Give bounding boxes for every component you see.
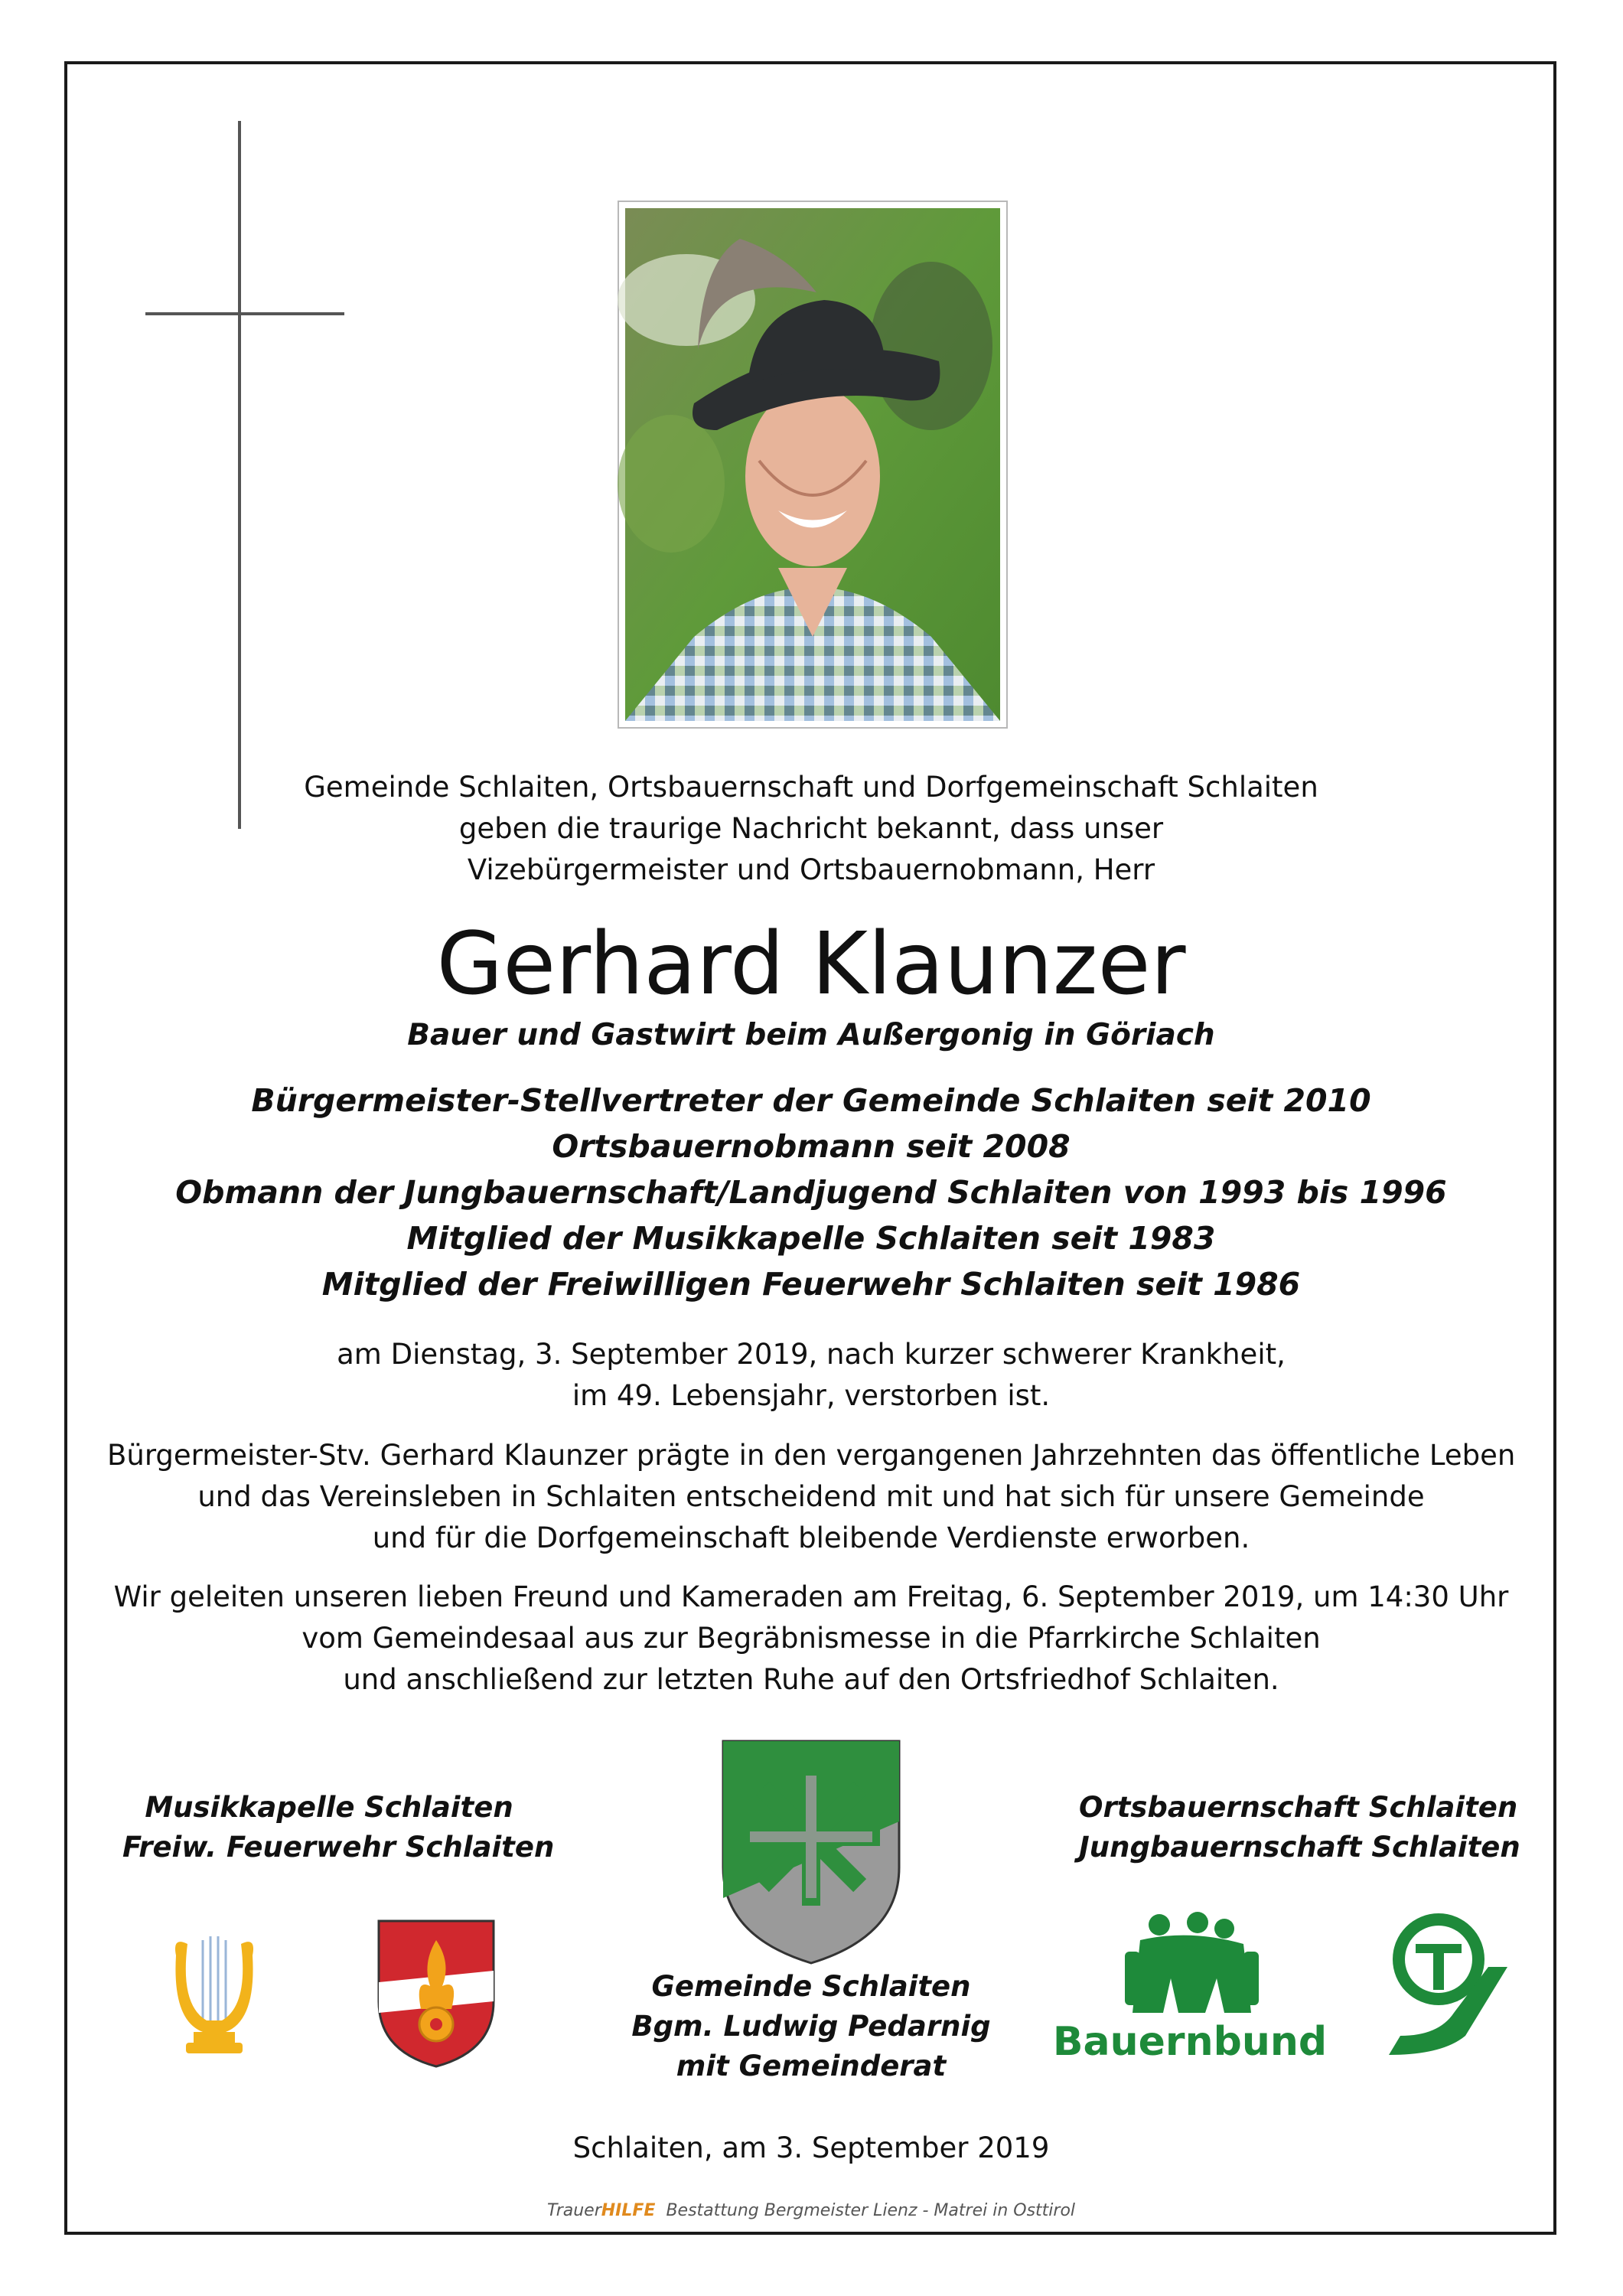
signatory-name: Freiw. Feuerwehr Schlaiten: [122, 1831, 555, 1864]
jungbauernschaft-logo-icon: [1374, 1906, 1511, 2059]
footer-undertaker: [107, 2201, 1515, 2220]
portrait-photo: [618, 201, 1008, 729]
signatories-left: [122, 1788, 555, 1867]
fire-brigade-crest-icon: [375, 1917, 497, 2070]
cross-horizontal-bar: [145, 312, 344, 315]
tribute-line: Bürgermeister-Stv. Gerhard Klaunzer prägte in den vergangenen Jahrzehnten das öffentliche Leben: [107, 1439, 1516, 1472]
footer-brand-part-a: Trauer: [546, 2201, 601, 2220]
intro-text: [107, 767, 1515, 891]
tribute-line: und das Vereinsleben in Schlaiten entscheidend mit und hat sich für unsere Gemeinde: [197, 1480, 1425, 1513]
role-item: Bürgermeister-Stellvertreter der Gemeinde Schlaiten seit 2010: [251, 1082, 1371, 1119]
funeral-details: [107, 1577, 1515, 1701]
signatory-name: Jungbauernschaft Schlaiten: [1079, 1831, 1520, 1864]
signatories-center: [582, 1967, 1041, 2086]
intro-line: Gemeinde Schlaiten, Ortsbauernschaft und Dorfgemeinschaft Schlaiten: [304, 771, 1318, 804]
death-notice: [107, 1334, 1515, 1417]
bauernbund-logo-text: Bauernbund: [1052, 2019, 1328, 2065]
role-item: Mitglied der Musikkapelle Schlaiten seit 1983: [406, 1220, 1216, 1257]
signatory-name: Bgm. Ludwig Pedarnig: [631, 2010, 991, 2043]
intro-line: Vizebürgermeister und Ortsbauernobmann, Herr: [467, 853, 1155, 886]
signatory-name: mit Gemeinderat: [676, 2050, 947, 2082]
bauernbund-logo-icon: [1052, 1906, 1328, 2066]
lyre-icon: [165, 1921, 264, 2059]
municipal-coat-of-arms-icon: [719, 1737, 903, 1967]
intro-line: geben die traurige Nachricht bekannt, dass unser: [458, 812, 1164, 845]
signatory-name: Musikkapelle Schlaiten: [145, 1791, 513, 1824]
funeral-line: vom Gemeindesaal aus zur Begräbnismesse in die Pfarrkirche Schlaiten: [301, 1622, 1321, 1655]
role-item: Mitglied der Freiwilligen Feuerwehr Schlaiten seit 1986: [321, 1266, 1301, 1303]
death-line: im 49. Lebensjahr, verstorben ist.: [572, 1379, 1051, 1412]
roles-list: [107, 1078, 1515, 1307]
funeral-line: und anschließend zur letzten Ruhe auf den Ortsfriedhof Schlaiten.: [343, 1663, 1279, 1696]
deceased-subtitle: Bauer und Gastwirt beim Außergonig in Göriach: [407, 1018, 1215, 1052]
funeral-line: Wir geleiten unseren lieben Freund und Kameraden am Freitag, 6. September 2019, um 14:30 Uhr: [113, 1580, 1509, 1613]
signatory-name: Ortsbauernschaft Schlaiten: [1079, 1791, 1518, 1824]
role-item: Ortsbauernobmann seit 2008: [552, 1128, 1071, 1165]
portrait-illustration: [625, 208, 1000, 721]
date-place-line: Schlaiten, am 3. September 2019: [572, 2131, 1050, 2164]
footer-brand-part-b: HILFE: [601, 2201, 656, 2220]
signatories-right: [1079, 1788, 1520, 1867]
tribute-text: [107, 1435, 1515, 1559]
tribute-line: und für die Dorfgemeinschaft bleibende Verdienste erworben.: [372, 1521, 1250, 1554]
deceased-name: Gerhard Klaunzer: [436, 915, 1186, 1014]
role-item: Obmann der Jungbauernschaft/Landjugend Schlaiten von 1993 bis 1996: [175, 1174, 1447, 1211]
death-line: am Dienstag, 3. September 2019, nach kurzer schwerer Krankheit,: [337, 1338, 1286, 1371]
cross-vertical-bar: [238, 121, 241, 829]
signatory-name: Gemeinde Schlaiten: [651, 1970, 971, 2003]
footer-text: Bestattung Bergmeister Lienz - Matrei in Osttirol: [666, 2201, 1076, 2220]
